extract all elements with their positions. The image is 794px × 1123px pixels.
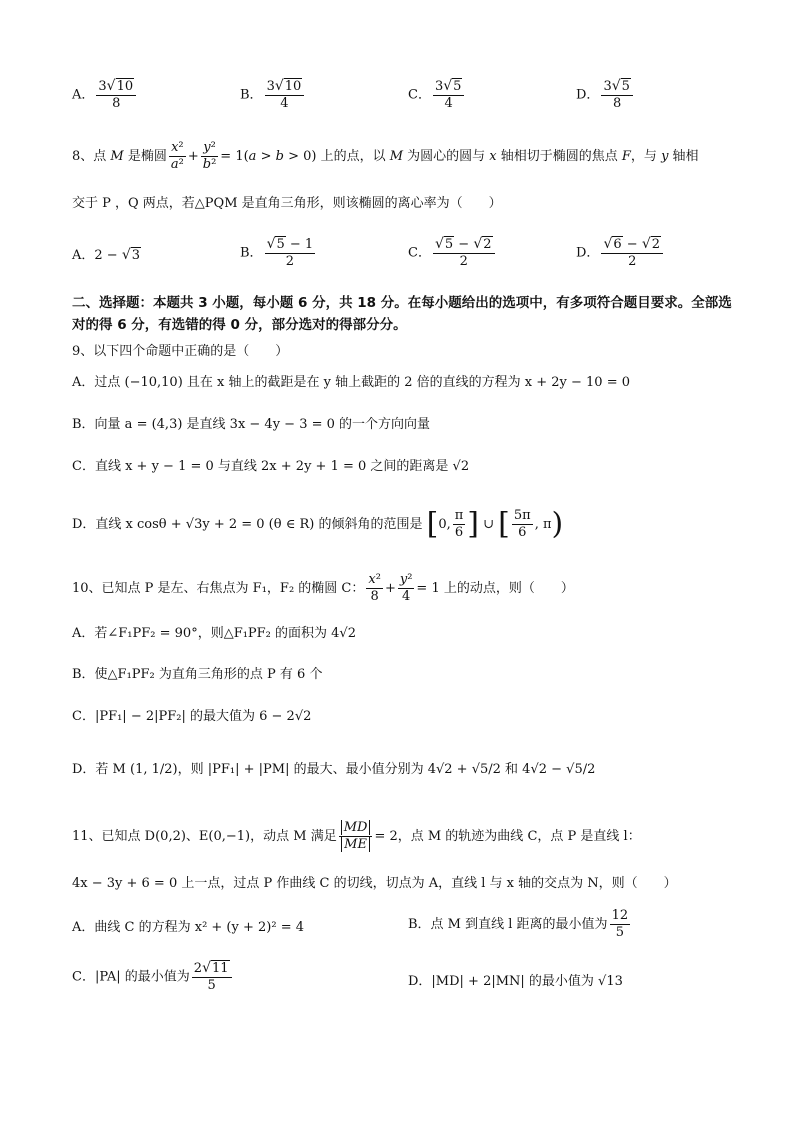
- q8-option-c: C． $\frac{√5 - √2}{2}$: [408, 236, 497, 270]
- q8-option-a: A．2 − √3: [72, 247, 141, 263]
- q11-options-row1: [72, 908, 712, 948]
- q8-option-d: D． $\frac{√6 - √2}{2}$: [576, 236, 665, 270]
- q11-option-b: B．点 M 到直线 l 距离的最小值为 $\frac{12}{5}$: [408, 908, 629, 940]
- q8-options: [72, 236, 712, 272]
- q8-stem-line1: 8、点 M 是椭圆 $\frac{\text{x²}}{\text{a²}}$ + $\frac{\text{y²}}{\text{b²}}$ = 1(a > b > 0) 上的点，以 M 为圆心的圆与 x 轴相切于椭圆的焦点 F，与 y 轴相: [72, 140, 699, 172]
- q11-options-row2: [72, 960, 712, 1000]
- q10-option-d: D．若 M (1, 1/2)，则 |PF₁| + |PM| 的最大、最小值分别为 4√2 + √5/2 和 4√2 − √5/2: [72, 762, 596, 777]
- q10-option-b: B．使△F₁PF₂ 为直角三角形的点 P 有 6 个: [72, 667, 323, 682]
- q8-stem-line2: 交于 P ，Q 两点，若△PQM 是直角三角形，则该椭圆的离心率为（ ）: [72, 196, 502, 211]
- q10-stem: 10、已知点 P 是左、右焦点为 F₁，F₂ 的椭圆 C： $\frac{\text{x²}}{8}$ + $\frac{\text{y²}}{4}$ = 1 上的动点，则（ ）: [72, 572, 574, 604]
- q11-option-d: D．|MD| + 2|MN| 的最小值为 √13: [408, 974, 623, 989]
- q8-option-b: B． $\frac{√5 - 1}{2}$: [240, 236, 314, 269]
- q7-option-a: A． $\frac{3√10}{8}$: [72, 78, 138, 112]
- q10-option-c: C．|PF₁| − 2|PF₂| 的最大值为 6 − 2√2: [72, 709, 312, 724]
- q9-option-a: A．过点 (−10,10) 且在 x 轴上的截距是在 y 轴上截距的 2 倍的直线的方程为 x + 2y − 10 = 0: [72, 375, 631, 390]
- q7-option-d: D． $\frac{3√5}{8}$: [576, 78, 635, 112]
- q7-option-b: B． $\frac{3√10}{4}$: [240, 78, 306, 112]
- q9-stem: 9、以下四个命题中正确的是（ ）: [72, 344, 289, 359]
- section-2-heading: 二、选择题：本题共 3 小题，每小题 6 分，共 18 分。在每小题给出的选项中，有多项符合题目要求。全部选对的得 6 分，有选错的得 0 分，部分选对的得部分分。: [72, 295, 732, 333]
- q11-stem-line1: 11、已知点 D(0,2)、E(0,−1)，动点 M 满足 $\frac{MD}{ME}$ = 2，点 M 的轨迹为曲线 C，点 P 是直线 l：: [72, 820, 641, 852]
- q9-option-b: B．向量 a = (4,3) 是直线 3x − 4y − 3 = 0 的一个方向向量: [72, 417, 431, 432]
- q9-option-c: C．直线 x + y − 1 = 0 与直线 2x + 2y + 1 = 0 之间的距离是 √2: [72, 459, 470, 474]
- q11-option-c: C．|PA| 的最小值为 $\frac{2√11}{5}$: [72, 960, 234, 994]
- q7-a-frac: $\frac{3√10}{8}$: [96, 78, 136, 112]
- q10-option-a: A．若∠F₁PF₂ = 90°，则△F₁PF₂ 的面积为 4√2: [72, 626, 356, 641]
- q11-stem-line2: 4x − 3y + 6 = 0 上一点，过点 P 作曲线 C 的切线，切点为 A，直线 l 与 x 轴的交点为 N，则（ ）: [72, 876, 677, 891]
- q11-option-a: A．曲线 C 的方程为 x² + (y + 2)² = 4: [72, 920, 304, 935]
- q7-option-c: C． $\frac{3√5}{4}$: [408, 78, 466, 112]
- q9-option-d: D．直线 x cosθ + √3y + 2 = 0 (θ ∈ R) 的倾斜角的范围是 [0, $\frac{\pi}{6}$ ] ∪ [ $\frac{5\pi}{6}$ , π): [72, 506, 564, 542]
- q7-options: [72, 78, 712, 114]
